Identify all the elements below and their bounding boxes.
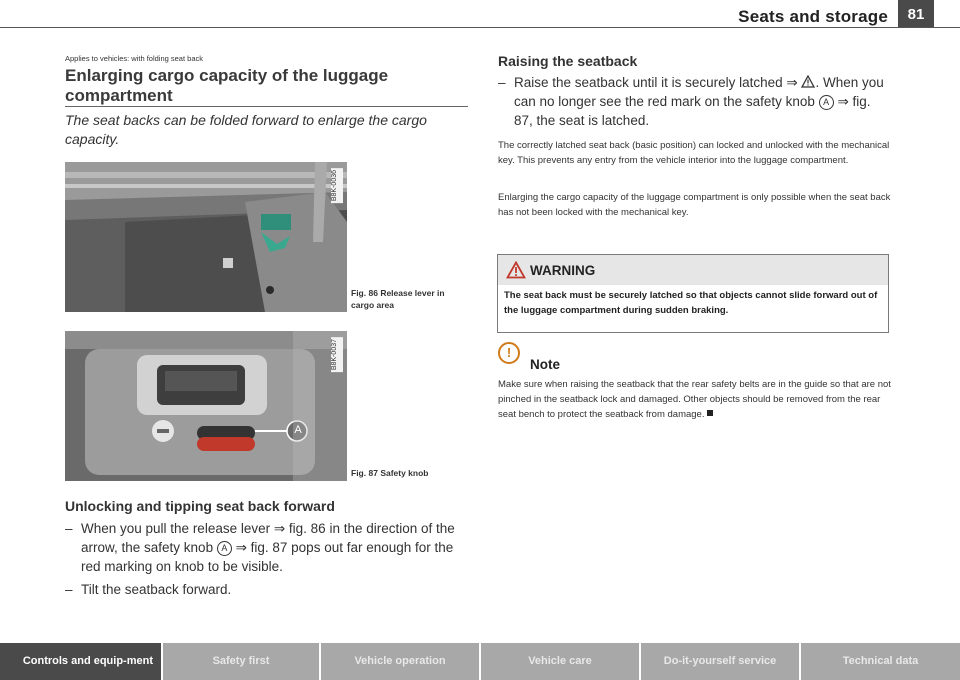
tab-technical-data[interactable]: Technical data (801, 643, 960, 680)
unlock-heading: Unlocking and tipping seat back forward (65, 498, 335, 514)
step-text: Raise the seatback until it is securely latched ⇒ (514, 75, 802, 90)
tab-vehicle-care[interactable]: Vehicle care (481, 643, 641, 680)
note-label: Note (530, 357, 560, 372)
figure-code: B8K-0036 (331, 168, 343, 203)
tab-do-it-yourself-service[interactable]: Do-it-yourself service (641, 643, 801, 680)
warning-box (497, 254, 889, 333)
paragraph-locking: The correctly latched seat back (basic position) can locked and unlocked with the mechanical key. This prevents any entry from the vehicle interior into the luggage compartment. (498, 140, 890, 166)
intro-text: The seat backs can be folded forward to enlarge the cargo capacity. (65, 112, 427, 147)
warning-header (498, 255, 888, 285)
figure-87-caption-text: Safety knob (380, 468, 429, 478)
end-of-section-icon (707, 410, 713, 416)
page-number: 81 (898, 0, 934, 28)
tab-safety-first[interactable]: Safety first (163, 643, 321, 680)
warning-label: WARNING (530, 263, 596, 278)
header-rule (0, 27, 960, 28)
step-text: Tilt the seatback forward. (81, 582, 232, 597)
step-dash: – (65, 521, 73, 536)
callout-a-icon: A (217, 541, 232, 556)
step-dash: – (498, 75, 506, 90)
heading-rule (65, 106, 468, 107)
raise-step (498, 73, 893, 130)
step-text: When you pull the release lever ⇒ fig. 86 in the direction of the arrow, the safety knob (81, 521, 455, 555)
warning-text: The seat back must be securely latched so that objects cannot slide forward out of the luggage compartment during sudden braking. (504, 290, 878, 316)
figure-86-number: Fig. 86 (351, 288, 378, 298)
safety-knob-photo (65, 331, 347, 481)
note-text (498, 377, 891, 422)
figure-87-number: Fig. 87 (351, 468, 378, 478)
figure-86-caption (351, 287, 461, 311)
unlock-step-2 (65, 580, 470, 599)
step-text-cont: ⇒ fig. 87 pops out far enough for the red marking on knob to be visible. (81, 540, 454, 574)
note-body: Make sure when raising the seatback that the rear safety belts are in the guide so that are not pinched in the seatback lock and damaged. Other objects should be removed from the rear seat bench to protect the seatback from damage. (498, 379, 891, 420)
figure-86-caption-text: Release lever in cargo area (351, 288, 445, 310)
callout-a-icon: A (819, 95, 834, 110)
release-lever-photo (65, 162, 347, 312)
unlock-step-1 (65, 519, 470, 576)
section-title: Seats and storage (738, 7, 888, 26)
callout-a-label: A (294, 424, 302, 436)
figure-release-lever (65, 162, 347, 312)
footer-nav (0, 643, 960, 680)
warning-triangle-icon (506, 261, 526, 279)
figure-code: B8K-0037 (331, 337, 343, 372)
figure-87-caption (351, 467, 461, 479)
step-text-end: ⇒ fig. 87, the seat is latched. (514, 94, 871, 128)
warning-triangle-icon (801, 75, 815, 88)
figure-safety-knob (65, 331, 347, 481)
tab-vehicle-operation[interactable]: Vehicle operation (321, 643, 481, 680)
note-icon: ! (498, 342, 520, 364)
step-text-mid: . When you can no longer see the red mark on the safety knob (514, 75, 884, 109)
page-heading: Enlarging cargo capacity of the luggage compartment (65, 66, 389, 105)
raise-heading: Raising the seatback (498, 53, 638, 69)
paragraph-capacity: Enlarging the cargo capacity of the luggage compartment is only possible when the seat back has not been locked with the mechanical key. (498, 192, 891, 218)
tab-controls-and-equipment[interactable]: Controls and equip-ment (0, 643, 163, 680)
applies-to-note: Applies to vehicles: with folding seat back (65, 54, 203, 63)
step-dash: – (65, 582, 73, 597)
